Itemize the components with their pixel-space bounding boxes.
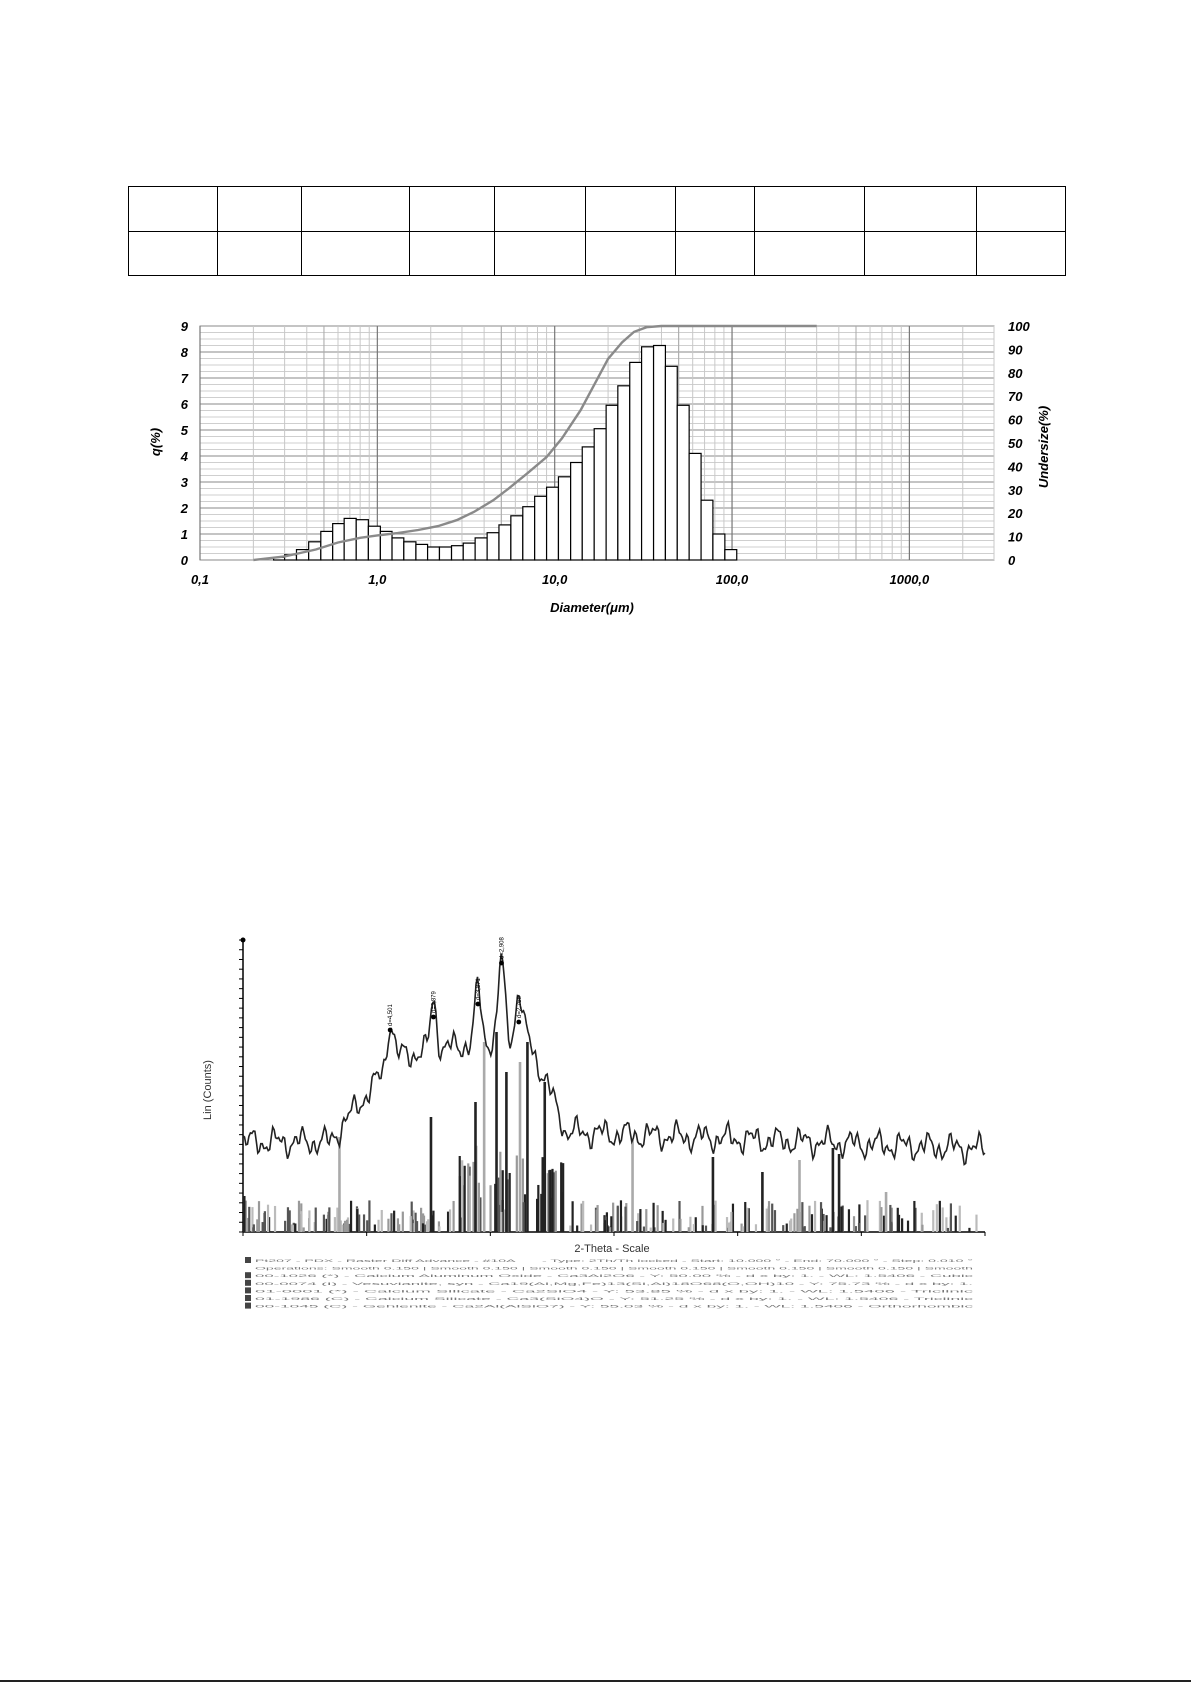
legend-swatch xyxy=(245,1287,251,1293)
y2-tick-label: 70 xyxy=(1008,389,1023,405)
legend-entry: Pt207 - PDX - Raster Diff Advance - #10A - Type: 2Th/Th locked - Start: 10.000 ° - End: 70.000 ° - Step: 0.010 ° xyxy=(255,1258,975,1263)
legend-swatch xyxy=(245,1295,251,1301)
x-axis-label: 2-Theta - Scale xyxy=(574,1243,650,1255)
peak-label: d=4,501 xyxy=(388,1004,395,1026)
peak-marker xyxy=(388,1028,393,1033)
y-tick-label: 5 xyxy=(180,423,188,438)
legend-entry: 00-1045 (C) - Gehlenite - Ca2Al(AlSiO7) - Y: 55.03 % - d x by: 1. - WL: 1.5406 - Orthorhombic xyxy=(255,1303,973,1309)
y2-tick-label: 90 xyxy=(1008,342,1023,358)
peak-marker xyxy=(516,1020,521,1025)
y-tick-label: 2 xyxy=(180,501,188,516)
legend-entry: Operations: Smooth 0.150 | Smooth 0.150 | Smooth 0.150 | Smooth 0.150 | Smooth 0.150 | Smooth 0.150 | Smooth xyxy=(255,1265,973,1271)
x-tick-label: 100,0 xyxy=(715,572,749,587)
y-axis-label: q(%) xyxy=(148,427,163,457)
legend-entry: 01-0001 (*) - Calcium Silicate - Ca2SiO4 - Y: 53.85 % - d x by: 1. - WL: 1.5406 - Triclinic xyxy=(255,1288,973,1294)
y-tick-label: 7 xyxy=(180,371,188,386)
x-axis-label: Diameter(μm) xyxy=(550,600,634,615)
x-tick-label: 0,1 xyxy=(190,572,210,587)
y2-tick-label: 60 xyxy=(1008,412,1023,428)
y-tick-label: 0 xyxy=(180,553,188,568)
y-tick-label: 8 xyxy=(180,345,188,360)
legend-swatch xyxy=(245,1272,251,1278)
y2-tick-label: 100 xyxy=(1008,319,1030,334)
legend-swatch xyxy=(245,1265,251,1271)
y2-tick-label: 30 xyxy=(1008,482,1023,498)
y2-tick-label: 10 xyxy=(1008,529,1023,545)
peak-marker xyxy=(431,1015,436,1020)
x-tick-label: 1000,0 xyxy=(889,572,930,587)
legend-entry: 01-1986 (C) - Calcium Silicate - Ca3(SiO4)O - Y: 51.25 % - d x by: 1. - WL: 1.5406 - Triclinic xyxy=(255,1296,973,1301)
y2-tick-label: 50 xyxy=(1008,436,1023,451)
y2-tick-label: 40 xyxy=(1008,459,1023,475)
legend-entry: 00-0074 (I) - Vesuvianite, syn - Ca19(Al,Mg,Fe)13(Si,Al)18O68(O,OH)10 - Y: 75.73 % - d x by: 1. xyxy=(255,1280,973,1286)
legend xyxy=(245,1257,974,1309)
peak-marker xyxy=(476,1002,481,1007)
y-tick-label: 9 xyxy=(180,319,188,334)
phase-reference-sticks xyxy=(244,1032,976,1232)
peak-labels xyxy=(388,936,523,1032)
legend-swatch xyxy=(245,1257,251,1263)
axes xyxy=(239,938,985,1237)
y-tick-label: 1 xyxy=(180,527,188,542)
y2-axis-label: Undersize(%) xyxy=(1036,405,1051,489)
peak-label: d=2,768 xyxy=(516,996,523,1018)
y2-tick-label: 20 xyxy=(1008,506,1023,522)
axis-marker xyxy=(241,938,246,943)
y-tick-label: 3 xyxy=(180,475,188,490)
legend-entry: 00-1026 (*) - Calcium Aluminum Oxide - Ca3Al2O6 - Y: 50.00 % - d x by: 1. - WL: 1.5406 - Cubic xyxy=(255,1273,973,1279)
peak-label: d=3,871 xyxy=(475,978,482,1000)
peak-label: d=2,908 xyxy=(499,937,506,959)
legend-swatch xyxy=(245,1280,251,1286)
peak-label: d=3,879 xyxy=(431,991,438,1013)
footer-rule xyxy=(0,1680,1191,1682)
x-tick-label: 10,0 xyxy=(542,572,568,587)
y-tick-label: 4 xyxy=(180,449,188,464)
pattern-line xyxy=(243,954,985,1165)
y-axis-label: Lin (Counts) xyxy=(202,1060,214,1120)
y2-tick-label: 80 xyxy=(1008,365,1023,381)
legend-swatch xyxy=(245,1303,251,1309)
y2-tick-label: 0 xyxy=(1008,553,1016,568)
peak-marker xyxy=(499,961,504,966)
x-tick-label: 1,0 xyxy=(368,572,387,587)
y-tick-label: 6 xyxy=(180,397,188,412)
diffraction-pattern xyxy=(243,954,985,1165)
